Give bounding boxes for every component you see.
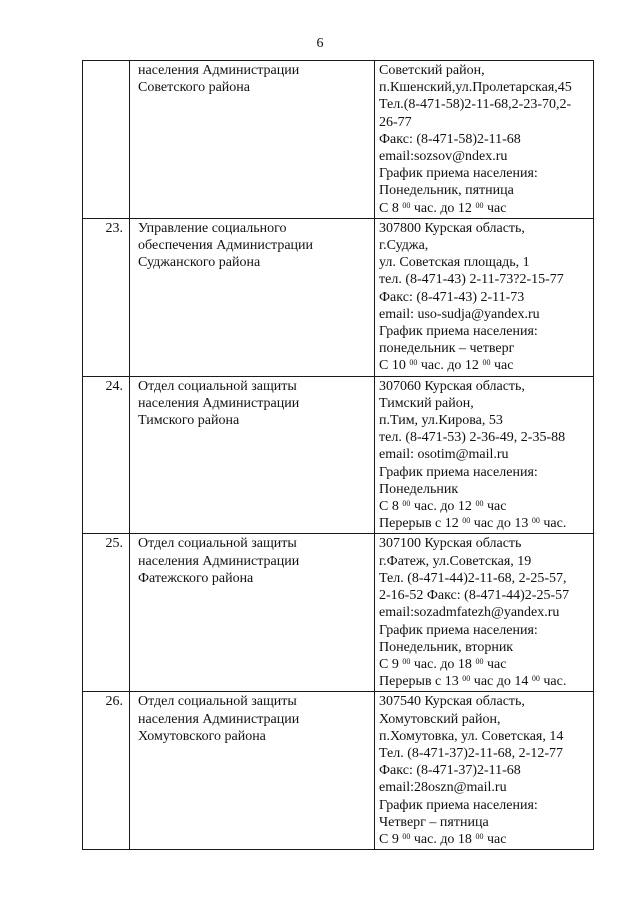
schedule-text: С 9: [379, 656, 403, 672]
contact-info-line: Факс: (8-471-43) 2-11-73: [379, 289, 525, 305]
schedule-text: С 9: [379, 831, 403, 847]
minutes-superscript: 00: [475, 499, 484, 509]
page-number: 6: [316, 36, 324, 51]
schedule-text: час до 14: [470, 674, 532, 690]
contact-info-line: тел. (8-471-43) 2-11-73?2-15-77: [379, 272, 564, 288]
row-number: 23.: [83, 218, 130, 376]
contact-info-cell: [375, 61, 594, 219]
organization-name-line: Фатежского района: [138, 570, 254, 586]
minutes-superscript: 00: [402, 499, 411, 509]
contact-info-line: понедельник – четверг: [379, 341, 515, 357]
contact-info-line: 307800 Курская область,: [379, 220, 525, 236]
minutes-superscript: 00: [409, 358, 418, 368]
minutes-superscript: 00: [402, 200, 411, 210]
row-number: 25.: [83, 534, 130, 692]
contact-info-line: График приема населения:: [379, 797, 538, 813]
organization-name-line: Суджанского района: [138, 255, 261, 271]
schedule-text: час до 13: [470, 516, 532, 532]
contact-info-line: График приема населения:: [379, 324, 538, 340]
organization-name-cell: [130, 376, 375, 534]
schedule-text: Перерыв с 12: [379, 516, 463, 532]
contacts-table: [82, 60, 594, 850]
schedule-text: час. до 12: [410, 200, 476, 216]
organization-name-line: населения Администрации: [138, 395, 300, 411]
minutes-superscript: 00: [475, 200, 484, 210]
row-number: 24.: [83, 376, 130, 534]
contact-info-cell: [375, 218, 594, 376]
table-row: [83, 376, 594, 534]
row-number: [83, 61, 130, 219]
contact-info-line: График приема населения:: [379, 622, 538, 638]
contact-info-line: Понедельник, пятница: [379, 183, 514, 199]
table-row: [83, 61, 594, 219]
contact-info-line: Факс: (8-471-37)2-11-68: [379, 763, 521, 779]
organization-name-line: Отдел социальной защиты: [138, 378, 297, 394]
schedule-hours-line: [379, 498, 589, 515]
schedule-text: С 10: [379, 358, 410, 374]
organization-name-cell: [130, 61, 375, 219]
contact-info-line: email: osotim@mail.ru: [379, 447, 509, 463]
schedule-hours-line: [379, 515, 589, 532]
minutes-superscript: 00: [462, 674, 471, 684]
schedule-text: час: [490, 358, 514, 374]
minutes-superscript: 00: [482, 358, 491, 368]
schedule-text: С 8: [379, 499, 403, 515]
contact-info-line: тел. (8-471-53) 2-36-49, 2-35-88: [379, 430, 566, 446]
schedule-text: С 8: [379, 200, 403, 216]
minutes-superscript: 00: [402, 656, 411, 666]
contact-info-line: Четверг – пятница: [379, 814, 489, 830]
organization-name-line: Отдел социальной защиты: [138, 694, 297, 710]
schedule-text: час: [483, 656, 507, 672]
contact-info-cell: [375, 534, 594, 692]
schedule-text: час. до 18: [410, 656, 476, 672]
organization-name-cell: [130, 692, 375, 850]
contact-info-line: п.Тим, ул.Кирова, 53: [379, 413, 503, 429]
contact-info-line: Тел. (8-471-37)2-11-68, 2-12-77: [379, 745, 563, 761]
contact-info-line: 307100 Курская область: [379, 536, 522, 552]
contact-info-cell: [375, 692, 594, 850]
schedule-text: час.: [539, 516, 567, 532]
contact-info-line: Факс: (8-471-58)2-11-68: [379, 131, 521, 147]
organization-name-line: населения Администрации: [138, 711, 300, 727]
contact-info-line: Хомутовский район,: [379, 711, 501, 727]
contact-info-line: email:28oszn@mail.ru: [379, 780, 507, 796]
organization-name-line: населения Администрации: [138, 553, 300, 569]
minutes-superscript: 00: [475, 831, 484, 841]
organization-name-cell: [130, 218, 375, 376]
row-number: 26.: [83, 692, 130, 850]
minutes-superscript: 00: [462, 516, 471, 526]
minutes-superscript: 00: [475, 656, 484, 666]
minutes-superscript: 00: [402, 831, 411, 841]
schedule-text: час. до 12: [417, 358, 483, 374]
contact-info-line: г.Фатеж, ул.Советская, 19: [379, 553, 532, 569]
contact-info-line: Советский район,: [379, 63, 485, 78]
minutes-superscript: 00: [531, 674, 540, 684]
contact-info-line: Тел. (8-471-44)2-11-68, 2-25-57,: [379, 570, 567, 586]
contact-info-line: 307540 Курская область,: [379, 694, 525, 710]
organization-name-line: Отдел социальной защиты: [138, 536, 297, 552]
schedule-hours-line: [379, 673, 589, 690]
organization-name-line: Тимского района: [138, 413, 240, 429]
schedule-text: час. до 12: [410, 499, 476, 515]
contact-info-line: Тел.(8-471-58)2-11-68,2-23-70,2-: [379, 97, 572, 113]
table-row: [83, 692, 594, 850]
schedule-hours-line: [379, 831, 589, 848]
contact-info-line: п.Хомутовка, ул. Советская, 14: [379, 728, 564, 744]
schedule-text: Перерыв с 13: [379, 674, 463, 690]
contact-info-line: График приема населения:: [379, 166, 538, 182]
schedule-text: час: [483, 831, 507, 847]
contact-info-line: Понедельник, вторник: [379, 639, 514, 655]
contact-info-line: ул. Советская площадь, 1: [379, 255, 530, 271]
schedule-hours-line: [379, 357, 589, 374]
contact-info-line: Тимский район,: [379, 395, 474, 411]
schedule-text: час: [483, 499, 507, 515]
minutes-superscript: 00: [531, 516, 540, 526]
contact-info-line: email: uso-sudja@yandex.ru: [379, 306, 540, 322]
schedule-hours-line: [379, 656, 589, 673]
schedule-text: час: [483, 200, 507, 216]
table-row: [83, 218, 594, 376]
contact-info-cell: [375, 376, 594, 534]
schedule-text: час.: [539, 674, 567, 690]
organization-name-line: Хомутовского района: [138, 728, 266, 744]
contact-info-line: 26-77: [379, 114, 412, 130]
organization-name-line: Советского района: [138, 80, 250, 96]
contact-info-line: 307060 Курская область,: [379, 378, 525, 394]
organization-name-line: Управление социального: [138, 220, 287, 236]
contact-info-line: email:sozadmfatezh@yandex.ru: [379, 605, 560, 621]
organization-name-line: населения Администрации: [138, 63, 300, 78]
schedule-hours-line: [379, 200, 589, 217]
contact-info-line: г.Суджа,: [379, 238, 429, 254]
contact-info-line: График приема населения:: [379, 464, 538, 480]
contact-info-line: email:sozsov@ndex.ru: [379, 149, 508, 165]
contact-info-line: 2-16-52 Факс: (8-471-44)2-25-57: [379, 588, 570, 604]
contact-info-line: п.Кшенский,ул.Пролетарская,45: [379, 80, 572, 96]
organization-name-cell: [130, 534, 375, 692]
schedule-text: час. до 18: [410, 831, 476, 847]
table-row: [83, 534, 594, 692]
organization-name-line: обеспечения Администрации: [138, 238, 314, 254]
contact-info-line: Понедельник: [379, 481, 459, 497]
